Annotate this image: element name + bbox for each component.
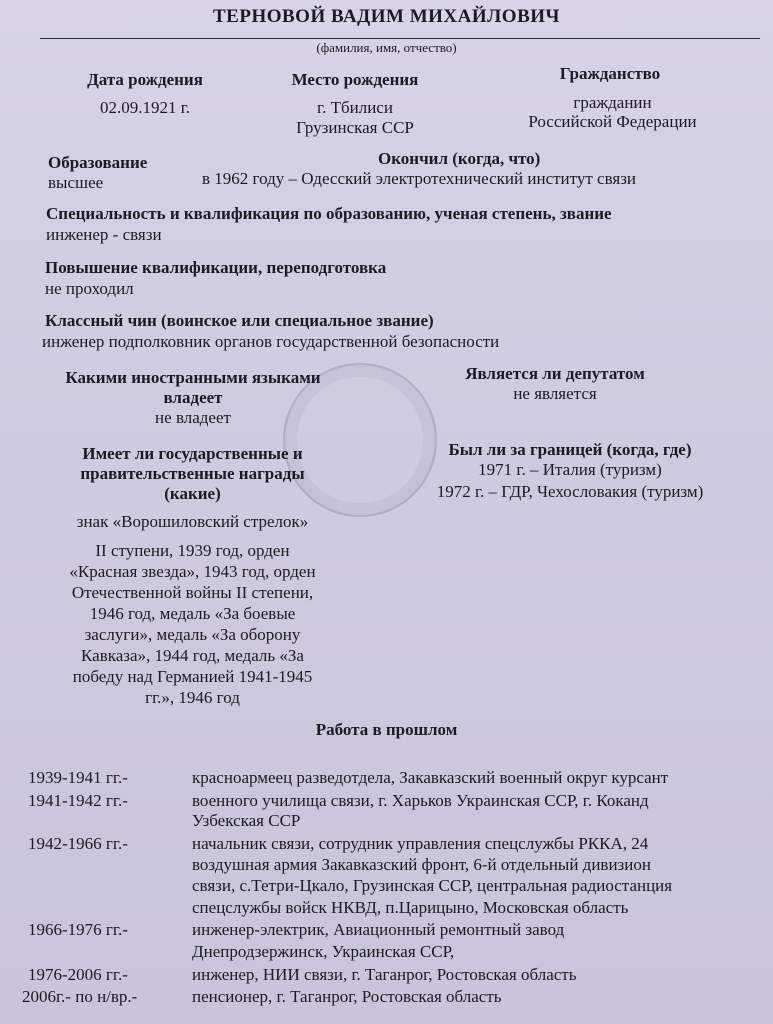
awards-line: заслуги», медаль «За оборону xyxy=(84,625,301,644)
work-text: красноармеец разведотдела, Закавказский военный округ курсант xyxy=(192,768,669,787)
awards-line: II ступени, 1939 год, орден xyxy=(95,541,290,560)
education-value: высшее xyxy=(48,173,104,192)
deputy-label: Является ли депутатом xyxy=(465,364,645,383)
citizenship-line1: гражданин xyxy=(573,93,652,112)
work-text: военного училища связи, г. Харьков Украинская ССР, г. Коканд xyxy=(192,791,649,810)
training-value: не проходил xyxy=(45,279,134,298)
work-history-title: Работа в прошлом xyxy=(315,720,458,739)
work-text: инженер, НИИ связи, г. Таганрог, Ростовская область xyxy=(192,965,577,984)
work-date: 1966-1976 гг.- xyxy=(28,920,128,939)
work-date: 1942-1966 гг.- xyxy=(28,834,128,853)
citizenship-label: Гражданство xyxy=(559,64,661,83)
work-date: 2006г.- по н/вр.- xyxy=(22,987,138,1006)
work-text: Узбекская ССР xyxy=(192,811,301,830)
birth-place-line1: г. Тбилиси xyxy=(317,98,393,117)
rank-value: инженер подполковник органов государственной безопасности xyxy=(42,332,500,351)
graduated-value: в 1962 году – Одесский электротехнический институт связи xyxy=(202,169,637,188)
birth-date-value: 02.09.1921 г. xyxy=(99,98,191,117)
name-caption: (фамилия, имя, отчество) xyxy=(316,40,457,55)
education-label: Образование xyxy=(48,153,148,172)
deputy-value: не является xyxy=(513,384,597,403)
birth-place-label: Место рождения xyxy=(291,70,419,89)
birth-place-line2: Грузинская ССР xyxy=(296,118,414,137)
specialty-value: инженер - связи xyxy=(46,225,162,244)
rank-label: Классный чин (воинское или специальное звание) xyxy=(45,311,434,330)
awards-line: гг.», 1946 год xyxy=(145,688,240,707)
work-date: 1941-1942 гг.- xyxy=(28,791,128,810)
awards-label-line1: Имеет ли государственные и xyxy=(82,444,303,463)
work-text: пенсионер, г. Таганрог, Ростовская область xyxy=(192,987,502,1006)
languages-label-line1: Какими иностранными языками xyxy=(65,368,321,387)
awards-line: 1946 год, медаль «За боевые xyxy=(89,604,296,623)
work-date: 1939-1941 гг.- xyxy=(28,768,128,787)
graduated-label: Окончил (когда, что) xyxy=(378,149,541,168)
work-text: спецслужбы войск НКВД, п.Царицыно, Московская область xyxy=(192,898,629,917)
abroad-line2: 1972 г. – ГДР, Чехословакия (туризм) xyxy=(436,482,704,501)
citizenship-line2: Российской Федерации xyxy=(528,112,697,131)
languages-value: не владеет xyxy=(155,408,231,427)
work-date: 1976-2006 гг.- xyxy=(28,965,128,984)
awards-line: победу над Германией 1941-1945 xyxy=(72,667,313,686)
abroad-label: Был ли за границей (когда, где) xyxy=(448,440,692,459)
awards-label-line3: (какие) xyxy=(164,484,221,503)
work-text: начальник связи, сотрудник управления спецслужбы РККА, 24 xyxy=(192,834,649,853)
work-text: воздушная армия Закавказский фронт, 6-й отдельный дивизион xyxy=(192,855,651,874)
work-text: Днепродзержинск, Украинская ССР, xyxy=(192,942,455,961)
work-text: связи, с.Тетри-Цкало, Грузинская ССР, центральная радиостанция xyxy=(192,876,673,895)
full-name: ТЕРНОВОЙ ВАДИМ МИХАЙЛОВИЧ xyxy=(213,6,560,27)
training-label: Повышение квалификации, переподготовка xyxy=(45,258,387,277)
abroad-line1: 1971 г. – Италия (туризм) xyxy=(478,460,662,479)
awards-first-line: знак «Ворошиловский стрелок» xyxy=(76,512,309,531)
specialty-label: Специальность и квалификация по образованию, ученая степень, звание xyxy=(46,204,612,223)
languages-label-line2: владеет xyxy=(163,388,223,407)
awards-line: «Красная звезда», 1943 год, орден xyxy=(69,562,316,581)
work-text: инженер-электрик, Авиационный ремонтный завод xyxy=(192,920,565,939)
awards-line: Кавказа», 1944 год, медаль «За xyxy=(81,646,304,665)
awards-label-line2: правительственные награды xyxy=(80,464,305,483)
awards-line: Отечественной войны II степени, xyxy=(71,583,314,602)
birth-date-label: Дата рождения xyxy=(87,70,203,89)
